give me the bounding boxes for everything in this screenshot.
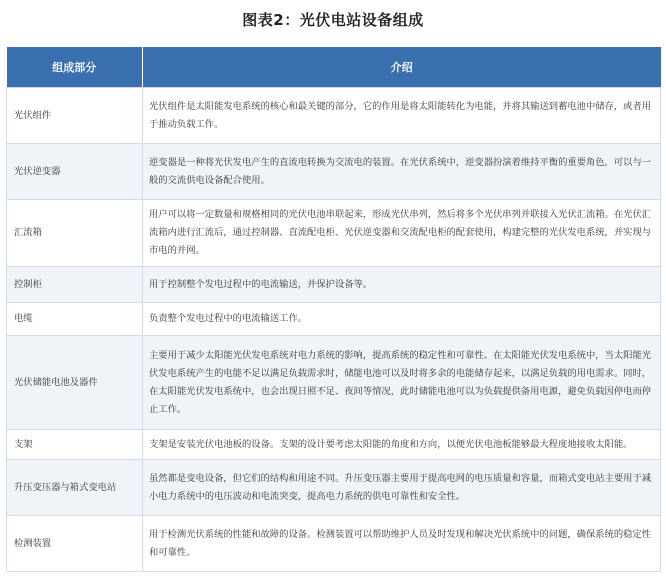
component-cell: 支架 <box>7 430 143 460</box>
description-cell: 负责整个发电过程中的电流输送工作。 <box>143 303 661 336</box>
page-title: 图表2：光伏电站设备组成 <box>242 11 424 29</box>
description-cell: 虽然都是变电设备，但它们的结构和用途不同。升压变压器主要用于提高电网的电压质量和容量，而箱式变电站主要用于减小电力系统中的电压波动和电流突变，提高电力系统的供电可靠性和安全性。 <box>143 460 661 516</box>
table-row <box>7 516 661 572</box>
table-row <box>7 88 661 144</box>
description-cell: 用于控制整个发电过程中的电流输送，并保护设备等。 <box>143 267 661 303</box>
table-row <box>7 460 661 516</box>
description-cell: 用户可以将一定数量和规格相同的光伏电池串联起来，形成光伏串列，然后将多个光伏串列并联接入光伏汇流箱。在光伏汇流箱内进行汇流后，通过控制器、直流配电柜、光伏逆变器和交流配电柜的配套使用，构建完整的光伏发电系统，并实现与市电的并网。 <box>143 200 661 267</box>
description-cell: 支架是安装光伏电池板的设备。支架的设计要考虑太阳能的角度和方向，以便光伏电池板能够最大程度地接收太阳能。 <box>143 430 661 460</box>
equipment-table <box>6 47 661 572</box>
component-cell: 控制柜 <box>7 267 143 303</box>
description-cell: 光伏组件是太阳能发电系统的核心和最关键的部分，它的作用是将太阳能转化为电能，并将其输送到蓄电池中储存，或者用于推动负载工作。 <box>143 88 661 144</box>
table-header-row <box>7 47 661 88</box>
component-cell: 光伏储能电池及器件 <box>7 336 143 430</box>
component-cell: 电缆 <box>7 303 143 336</box>
table-row <box>7 336 661 430</box>
description-cell: 逆变器是一种将光伏发电产生的直流电转换为交流电的装置。在光伏系统中，逆变器扮演着维持平衡的重要角色，可以与一般的交流供电设备配合使用。 <box>143 144 661 200</box>
column-header-component: 组成部分 <box>7 47 143 88</box>
table-row <box>7 200 661 267</box>
description-cell: 用于检测光伏系统的性能和故障的设备。检测装置可以帮助维护人员及时发现和解决光伏系统中的问题，确保系统的稳定性和可靠性。 <box>143 516 661 572</box>
table-row <box>7 267 661 303</box>
table-row <box>7 430 661 460</box>
component-cell: 升压变压器与箱式变电站 <box>7 460 143 516</box>
table-row <box>7 303 661 336</box>
column-header-description: 介绍 <box>143 47 661 88</box>
component-cell: 汇流箱 <box>7 200 143 267</box>
component-cell: 光伏组件 <box>7 88 143 144</box>
component-cell: 检测装置 <box>7 516 143 572</box>
description-cell: 主要用于减少太阳能光伏发电系统对电力系统的影响，提高系统的稳定性和可靠性。在太阳能光伏发电系统中，当太阳能光伏发电系统产生的电能不足以满足负载需求时，储能电池可以及时将多余的电能储存起来，以满足负载的用电需求。同时，在太阳能光伏发电系统中，也会出现日照不足、夜间等情况，此时储能电池可以为负载提供备用电源，避免负载因停电而停止工作。 <box>143 336 661 430</box>
component-cell: 光伏逆变器 <box>7 144 143 200</box>
table-row <box>7 144 661 200</box>
